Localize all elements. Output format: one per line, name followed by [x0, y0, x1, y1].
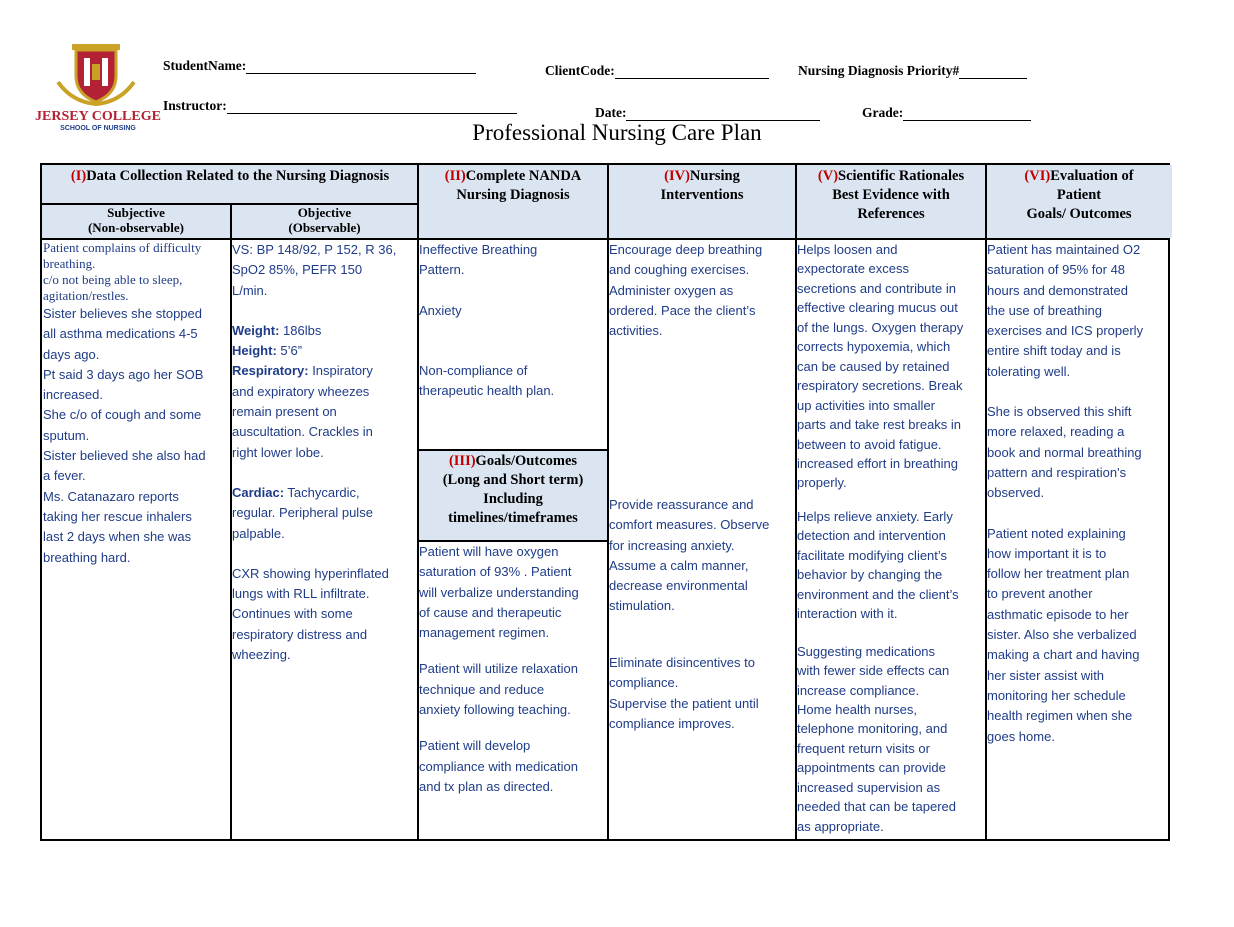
evaluation-line: sister. Also she verbalized	[987, 627, 1137, 643]
subjective-line: Patient complains of difficulty	[43, 240, 202, 255]
subjective-line: c/o not being able to sleep,	[43, 272, 183, 287]
rationale-line: Home health nurses,	[797, 701, 917, 717]
evaluation-line: goes home.	[987, 728, 1055, 744]
intervention-line: ordered. Pace the client’s	[609, 302, 756, 318]
evaluation-line: exercises and ICS properly	[987, 323, 1144, 339]
objective-line: and expiratory wheezes	[232, 383, 370, 399]
rationale-line: telephone monitoring, and	[797, 721, 948, 737]
objective-line: palpable.	[232, 525, 285, 541]
student-name-line[interactable]	[246, 59, 476, 74]
col2-number: (II)	[444, 168, 466, 184]
objective-line: right lower lobe.	[232, 444, 324, 460]
objective-line: lungs with RLL infiltrate.	[232, 586, 370, 602]
objective-line: VS: BP 148/92, P 152, R 36,	[232, 242, 397, 257]
rationale-line: of the lungs. Oxygen therapy	[797, 319, 964, 335]
priority-label: Nursing Diagnosis Priority#	[798, 63, 960, 78]
intervention-line: activities.	[609, 323, 663, 339]
diagnosis-line: Non-compliance of	[419, 362, 528, 378]
rationale-line: Suggesting medications	[797, 643, 936, 659]
rationale-line: can be caused by retained	[797, 358, 950, 374]
evaluation-line: making a chart and having	[987, 647, 1140, 663]
intervention-line: decrease environmental	[609, 578, 748, 594]
objective-label: Objective	[297, 205, 352, 220]
rationale-line: behavior by changing the	[797, 567, 943, 583]
grade-field	[862, 105, 1031, 121]
objective-cardiac	[232, 483, 418, 503]
col6-label2: Patient	[1056, 187, 1102, 203]
priority-line[interactable]	[959, 64, 1027, 79]
subjective-line: all asthma medications 4-5	[43, 326, 198, 342]
col6-header	[986, 167, 1172, 224]
objective-line: CXR showing hyperinflated	[232, 565, 389, 581]
rationale-line: secretions and contribute in	[797, 280, 956, 296]
rationale-line: parts and take rest breaks in	[797, 417, 962, 433]
intervention-line: Eliminate disincentives to	[609, 655, 755, 670]
goal-line: of cause and therapeutic	[419, 604, 562, 620]
evaluation-line: follow her treatment plan	[987, 566, 1130, 582]
col4-label2: Interventions	[660, 187, 744, 203]
evaluation-line: asthmatic episode to her	[987, 606, 1129, 622]
rationale-line: appointments can provide	[797, 760, 946, 776]
evaluation-line: entire shift today and is	[987, 343, 1121, 359]
rationale-line: with fewer side effects can	[797, 663, 950, 679]
intervention-line: Supervise the patient until	[609, 695, 759, 711]
grade-line[interactable]	[903, 106, 1031, 121]
subjective-content	[43, 240, 231, 568]
col5-header	[796, 167, 986, 224]
evaluation-line: to prevent another	[987, 586, 1093, 602]
col2-label1: Complete NANDA	[465, 168, 582, 184]
goal-line: Patient will develop	[419, 738, 531, 754]
client-code-label: ClientCode:	[545, 63, 615, 78]
instructor-line[interactable]	[227, 99, 517, 114]
evaluation-line: tolerating well.	[987, 363, 1071, 379]
height-label: Height:	[232, 343, 277, 359]
evaluation-line: observed.	[987, 485, 1045, 501]
evaluation-line: Patient noted explaining	[987, 525, 1126, 541]
diagnosis-line: Pattern.	[419, 262, 465, 278]
goal-line: compliance with medication	[419, 758, 578, 774]
rationale-line: as appropriate.	[797, 818, 884, 834]
rationales-content	[797, 240, 987, 836]
weight-value: 186lbs	[279, 322, 322, 338]
cardiac-value: Tachycardic,	[284, 484, 360, 500]
goal-line: management regimen.	[419, 625, 550, 641]
evaluation-line: She is observed this shift	[987, 404, 1132, 420]
objective-height	[232, 341, 418, 361]
cardiac-label: Cardiac:	[232, 484, 285, 500]
rationale-line: properly.	[797, 475, 847, 491]
subjective-line: She c/o of cough and some	[43, 407, 202, 423]
col4-header	[608, 167, 796, 205]
rationale-line: up activities into smaller	[797, 397, 935, 413]
subjective-line: agitation/restles.	[43, 288, 129, 303]
objective-weight	[232, 321, 418, 341]
col5-label2: Best Evidence with	[832, 187, 950, 203]
goal-line: will verbalize understanding	[419, 584, 579, 600]
col5-label3: References	[857, 206, 925, 222]
evaluation-line: how important it is to	[987, 545, 1107, 561]
interventions-content-3	[609, 653, 797, 734]
rationale-line: expectorate excess	[797, 261, 910, 277]
intervention-line: Provide reassurance and	[609, 497, 754, 512]
evaluation-line: monitoring her schedule	[987, 687, 1126, 703]
objective-content	[232, 240, 418, 665]
evaluation-line: hours and demonstrated	[987, 282, 1128, 298]
intervention-line: compliance.	[609, 675, 679, 691]
subjective-line: increased.	[43, 387, 103, 403]
subjective-label: Subjective	[107, 205, 165, 220]
evaluation-line: Patient has maintained O2	[987, 242, 1141, 257]
col1-header	[42, 167, 418, 186]
subjective-sublabel: (Non-observable)	[87, 220, 185, 235]
objective-header	[231, 205, 418, 235]
col3-label3: Including	[483, 491, 543, 507]
goal-line: and tx plan as directed.	[419, 778, 554, 794]
subjective-header	[42, 205, 230, 235]
date-line[interactable]	[626, 106, 820, 121]
instructor-label: Instructor:	[163, 98, 227, 113]
col6-label1: Evaluation of	[1050, 168, 1134, 184]
intervention-line: Encourage deep breathing	[609, 242, 763, 257]
rationale-line: corrects hypoxemia, which	[797, 339, 951, 355]
rationale-line: effective clearing mucus out	[797, 300, 958, 316]
goal-line: technique and reduce	[419, 681, 545, 697]
rationale-line: detection and intervention	[797, 528, 946, 544]
svg-text:SCHOOL OF NURSING: SCHOOL OF NURSING	[60, 125, 136, 132]
evaluation-line: pattern and respiration's	[987, 464, 1127, 480]
objective-sublabel: (Observable)	[288, 220, 361, 235]
objective-line: auscultation. Crackles in	[232, 424, 373, 440]
rationale-line: increase compliance.	[797, 682, 920, 698]
client-code-line[interactable]	[615, 64, 769, 79]
objective-line: Continues with some	[232, 606, 353, 622]
rationale-line: frequent return visits or	[797, 740, 930, 756]
page-title: Professional Nursing Care Plan	[472, 120, 762, 145]
objective-line: regular. Peripheral pulse	[232, 505, 373, 521]
objective-line: L/min.	[232, 282, 268, 298]
rationale-line: environment and the client’s	[797, 586, 959, 602]
goal-line: saturation of 93% . Patient	[419, 564, 572, 580]
intervention-line: Assume a calm manner,	[609, 557, 749, 573]
intervention-line: compliance improves.	[609, 715, 735, 731]
subjective-line: sputum.	[43, 427, 90, 443]
care-plan-table	[40, 163, 1170, 841]
rationale-line: facilitate modifying client’s	[797, 547, 948, 563]
respiratory-value: Inspiratory	[308, 363, 373, 379]
col4-label1: Nursing	[689, 168, 740, 184]
diagnosis-line: Ineffective Breathing	[419, 242, 538, 257]
goals-content	[419, 542, 607, 797]
rationale-line: increased supervision as	[797, 779, 941, 795]
rationale-line: Helps relieve anxiety. Early	[797, 508, 953, 524]
intervention-line: Administer oxygen as	[609, 282, 734, 298]
diagnosis-content	[419, 240, 607, 401]
col2-header	[418, 167, 608, 205]
college-crest-icon	[35, 42, 161, 132]
rationale-line: between to avoid fatigue.	[797, 436, 942, 452]
subjective-line: breathing hard.	[43, 549, 131, 565]
intervention-line: and coughing exercises.	[609, 262, 750, 278]
col6-label3: Goals/ Outcomes	[1026, 206, 1132, 222]
diagnosis-line: Anxiety	[419, 302, 462, 318]
interventions-content-2	[609, 495, 797, 617]
evaluation-line: more relaxed, reading a	[987, 424, 1125, 440]
col5-label1: Scientific Rationales	[838, 168, 965, 184]
col4-number: (IV)	[664, 168, 690, 184]
student-name-field	[163, 58, 476, 74]
evaluation-content	[987, 240, 1171, 747]
goal-line: Patient will have oxygen	[419, 544, 559, 559]
col3-number: (III)	[448, 453, 476, 469]
subjective-line: days ago.	[43, 346, 100, 362]
intervention-line: comfort measures. Observe	[609, 517, 770, 533]
respiratory-label: Respiratory:	[232, 363, 309, 379]
objective-line: remain present on	[232, 404, 337, 420]
grade-label: Grade:	[862, 105, 904, 120]
col1-number: (I)	[70, 168, 87, 184]
objective-line: wheezing.	[232, 647, 291, 663]
col5-number: (V)	[817, 168, 839, 184]
evaluation-line: saturation of 95% for 48	[987, 262, 1126, 278]
rationale-line: respiratory secretions. Break	[797, 378, 963, 394]
diagnosis-line: therapeutic health plan.	[419, 383, 555, 399]
rationale-line: increased effort in breathing	[797, 455, 958, 471]
rationale-line: interaction with it.	[797, 606, 898, 622]
subjective-line: Sister believed she also had	[43, 448, 206, 464]
col3-label2: (Long and Short term)	[442, 472, 584, 488]
objective-line: SpO2 85%, PEFR 150	[232, 262, 363, 278]
weight-label: Weight:	[232, 322, 280, 338]
instructor-field	[163, 98, 517, 114]
height-value: 5’6”	[276, 343, 303, 359]
col1-label: Data Collection Related to the Nursing Diagnosis	[86, 168, 390, 184]
evaluation-line: her sister assist with	[987, 667, 1105, 683]
col3-header	[418, 452, 608, 528]
intervention-line: stimulation.	[609, 598, 675, 614]
subjective-line: Ms. Catanazaro reports	[43, 488, 179, 504]
subjective-line: breathing.	[43, 256, 96, 271]
subjective-line: last 2 days when she was	[43, 529, 192, 545]
intervention-line: for increasing anxiety.	[609, 537, 735, 553]
objective-line: respiratory distress and	[232, 626, 368, 642]
goal-line: Patient will utilize relaxation	[419, 661, 578, 677]
college-logo	[35, 42, 161, 132]
priority-field	[798, 63, 1027, 79]
interventions-content	[609, 240, 797, 341]
evaluation-line: book and normal breathing	[987, 444, 1142, 460]
col6-number: (VI)	[1024, 168, 1051, 184]
client-code-field	[545, 63, 769, 79]
col2-label2: Nursing Diagnosis	[456, 187, 570, 203]
student-name-label: StudentName:	[163, 58, 247, 73]
col3-label1: Goals/Outcomes	[475, 453, 578, 469]
date-label: Date:	[595, 105, 627, 120]
subjective-line: a fever.	[43, 468, 86, 484]
subjective-line: taking her rescue inhalers	[43, 508, 192, 524]
svg-text:JERSEY COLLEGE: JERSEY COLLEGE	[35, 109, 161, 124]
objective-respiratory	[232, 361, 418, 381]
rationale-line: needed that can be tapered	[797, 799, 957, 815]
evaluation-line: health regimen when she	[987, 708, 1133, 724]
rationale-line: Helps loosen and	[797, 242, 898, 257]
col3-label4: timelines/timeframes	[448, 510, 578, 526]
goal-line: anxiety following teaching.	[419, 702, 571, 718]
evaluation-line: the use of breathing	[987, 302, 1102, 318]
subjective-line: Sister believes she stopped	[43, 306, 202, 321]
subjective-line: Pt said 3 days ago her SOB	[43, 366, 204, 382]
date-field	[595, 105, 820, 121]
goals-top-divider	[418, 449, 608, 451]
